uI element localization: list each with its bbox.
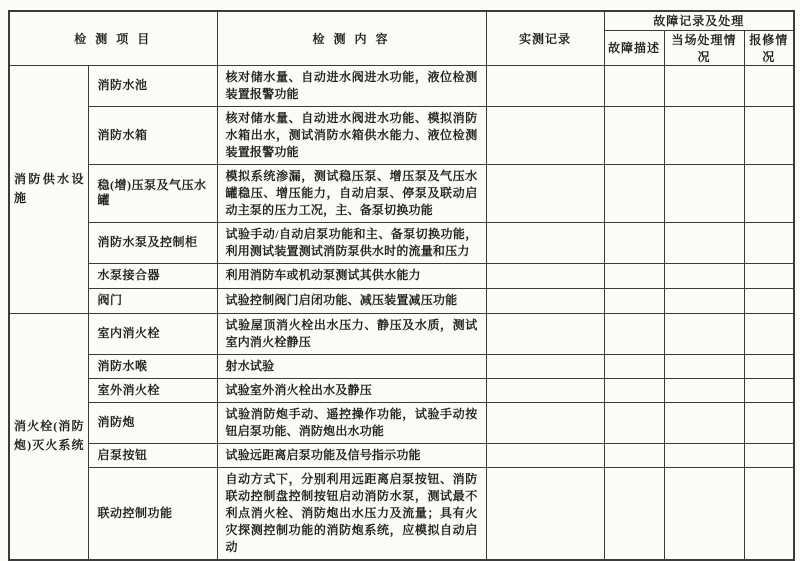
content-cell: 试验控制阀门启闭功能、减压装置减压功能	[217, 288, 486, 313]
table-body	[9, 65, 794, 560]
header-onsite-handling: 当场处理情况	[664, 30, 744, 65]
onsite-handling-cell	[664, 443, 744, 467]
repair-status-cell	[744, 402, 794, 443]
item-cell: 室外消火栓	[88, 378, 217, 402]
header-fault-desc: 故障描述	[604, 30, 664, 65]
onsite-handling-cell	[664, 106, 744, 164]
table-row	[9, 106, 794, 164]
repair-status-cell	[744, 164, 794, 222]
repair-status-cell	[744, 378, 794, 402]
onsite-handling-cell	[664, 378, 744, 402]
fault-desc-cell	[604, 354, 664, 378]
repair-status-cell	[744, 467, 794, 560]
onsite-handling-cell	[664, 402, 744, 443]
content-cell: 自动方式下，分别利用远距离启泵按钮、消防联动控制盘控制按钮启动消防水泵，测试最不利点消火栓、消防炮出水压力及流量；具有火灾探测控制功能的消防炮系统，应模拟自动启动	[217, 467, 486, 560]
header-measured-record: 实测记录	[486, 11, 604, 65]
table-row	[9, 222, 794, 263]
content-cell: 模拟系统渗漏，测试稳压泵、增压泵及气压水罐稳压、增压能力，自动启泵、停泵及联动启动主泵的压力工况，主、备泵切换功能	[217, 164, 486, 222]
fault-desc-cell	[604, 313, 664, 354]
table-row	[9, 354, 794, 378]
measured-record-cell	[486, 354, 604, 378]
repair-status-cell	[744, 263, 794, 288]
group-cell-water-supply: 消防供水设施	[9, 65, 88, 313]
table-row	[9, 65, 794, 106]
onsite-handling-cell	[664, 467, 744, 560]
table-row	[9, 467, 794, 560]
fault-desc-cell	[604, 222, 664, 263]
table-row	[9, 402, 794, 443]
measured-record-cell	[486, 65, 604, 106]
item-cell: 消防水池	[88, 65, 217, 106]
table-row	[9, 288, 794, 313]
fault-desc-cell	[604, 65, 664, 106]
repair-status-cell	[744, 222, 794, 263]
header-fault-group: 故障记录及处理	[604, 11, 794, 30]
fault-desc-cell	[604, 263, 664, 288]
measured-record-cell	[486, 378, 604, 402]
item-cell: 消防水箱	[88, 106, 217, 164]
table-row	[9, 443, 794, 467]
onsite-handling-cell	[664, 65, 744, 106]
header-inspection-content: 检 测 内 容	[217, 11, 486, 65]
fault-desc-cell	[604, 443, 664, 467]
content-cell: 试验室外消火栓出水及静压	[217, 378, 486, 402]
header-row-1	[9, 11, 794, 30]
fault-desc-cell	[604, 164, 664, 222]
content-cell: 射水试验	[217, 354, 486, 378]
repair-status-cell	[744, 313, 794, 354]
onsite-handling-cell	[664, 354, 744, 378]
repair-status-cell	[744, 65, 794, 106]
measured-record-cell	[486, 164, 604, 222]
item-cell: 阀门	[88, 288, 217, 313]
item-cell: 消防水泵及控制柜	[88, 222, 217, 263]
measured-record-cell	[486, 263, 604, 288]
repair-status-cell	[744, 443, 794, 467]
fault-desc-cell	[604, 402, 664, 443]
fault-desc-cell	[604, 106, 664, 164]
item-cell: 室内消火栓	[88, 313, 217, 354]
item-cell: 联动控制功能	[88, 467, 217, 560]
onsite-handling-cell	[664, 164, 744, 222]
measured-record-cell	[486, 106, 604, 164]
repair-status-cell	[744, 354, 794, 378]
item-cell: 消防炮	[88, 402, 217, 443]
content-cell: 核对储水量、自动进水阀进水功能、模拟消防水箱出水，测试消防水箱供水能力、液位检测装置报警功能	[217, 106, 486, 164]
measured-record-cell	[486, 313, 604, 354]
table-row	[9, 263, 794, 288]
measured-record-cell	[486, 288, 604, 313]
fault-desc-cell	[604, 467, 664, 560]
onsite-handling-cell	[664, 288, 744, 313]
measured-record-cell	[486, 222, 604, 263]
measured-record-cell	[486, 402, 604, 443]
content-cell: 试验远距离启泵功能及信号指示功能	[217, 443, 486, 467]
table-header	[9, 11, 794, 65]
fault-desc-cell	[604, 288, 664, 313]
group-cell-hydrant-system: 消火栓(消防炮)灭火系统	[9, 313, 88, 560]
repair-status-cell	[744, 288, 794, 313]
measured-record-cell	[486, 467, 604, 560]
onsite-handling-cell	[664, 313, 744, 354]
item-cell: 启泵按钮	[88, 443, 217, 467]
content-cell: 核对储水量、自动进水阀进水功能，液位检测装置报警功能	[217, 65, 486, 106]
fault-desc-cell	[604, 378, 664, 402]
table-row	[9, 378, 794, 402]
item-cell: 水泵接合器	[88, 263, 217, 288]
item-cell: 消防水喉	[88, 354, 217, 378]
table-row	[9, 313, 794, 354]
header-inspection-item: 检 测 项 目	[9, 11, 217, 65]
fire-inspection-table	[8, 10, 795, 561]
content-cell: 试验手动/自动启泵功能和主、备泵切换功能，利用测试装置测试消防泵供水时的流量和压力	[217, 222, 486, 263]
content-cell: 试验消防炮手动、遥控操作功能，试验手动按钮启泵功能、消防炮出水功能	[217, 402, 486, 443]
header-repair-status: 报修情况	[744, 30, 794, 65]
onsite-handling-cell	[664, 222, 744, 263]
content-cell: 利用消防车或机动泵测试其供水能力	[217, 263, 486, 288]
measured-record-cell	[486, 443, 604, 467]
repair-status-cell	[744, 106, 794, 164]
item-cell: 稳(增)压泵及气压水罐	[88, 164, 217, 222]
onsite-handling-cell	[664, 263, 744, 288]
content-cell: 试验屋顶消火栓出水压力、静压及水质，测试室内消火栓静压	[217, 313, 486, 354]
table-row	[9, 164, 794, 222]
